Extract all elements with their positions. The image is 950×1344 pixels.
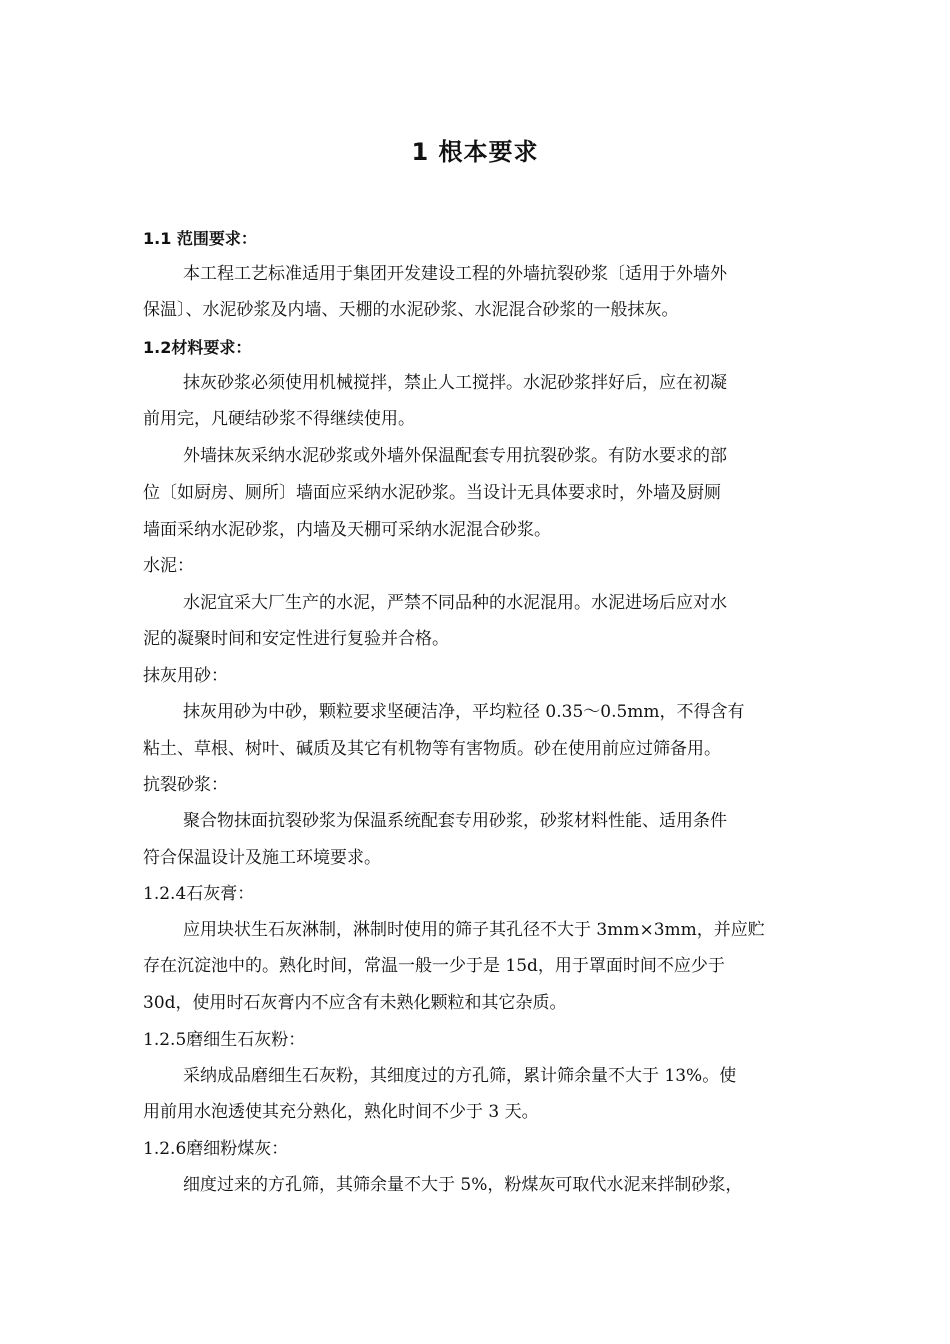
paragraph-line: 墙面采纳水泥砂浆，内墙及天棚可采纳水泥混合砂浆。 — [143, 520, 551, 540]
paragraph-line: 采纳成品磨细生石灰粉，其细度过的方孔筛，累计筛余量不大于 13%。使 — [183, 1066, 737, 1086]
item-label: 1.2.5磨细生石灰粉： — [143, 1030, 306, 1050]
subsection-heading: 1.1 范围要求： — [143, 229, 257, 248]
item-label: 水泥： — [143, 556, 194, 576]
paragraph-line: 存在沉淀池中的。熟化时间，常温一般一少于是 15d，用于罩面时间不应少于 — [143, 956, 725, 976]
section-title: 1 根本要求 — [411, 138, 539, 166]
paragraph-line: 本工程工艺标准适用于集团开发建设工程的外墙抗裂砂浆〔适用于外墙外 — [183, 264, 727, 284]
paragraph-line: 泥的凝聚时间和安定性进行复验并合格。 — [143, 629, 449, 649]
paragraph-line: 抹灰用砂为中砂，颗粒要求坚硬洁净，平均粒径 0.35～0.5mm，不得含有 — [183, 702, 745, 722]
item-label: 1.2.4石灰膏： — [143, 884, 255, 904]
paragraph-line: 30d，使用时石灰膏内不应含有未熟化颗粒和其它杂质。 — [143, 993, 567, 1013]
paragraph-line: 细度过来的方孔筛，其筛余量不大于 5%，粉煤灰可取代水泥来拌制砂浆， — [183, 1175, 743, 1195]
paragraph-line: 前用完，凡硬结砂浆不得继续使用。 — [143, 409, 415, 429]
paragraph-line: 位〔如厨房、厕所〕墙面应采纳水泥砂浆。当设计无具体要求时，外墙及厨厕 — [143, 483, 721, 503]
paragraph-line: 应用块状生石灰淋制，淋制时使用的筛子其孔径不大于 3mm×3mm，并应贮 — [183, 920, 765, 940]
paragraph-line: 用前用水泡透使其充分熟化，熟化时间不少于 3 天。 — [143, 1102, 539, 1122]
item-label: 1.2.6磨细粉煤灰： — [143, 1139, 289, 1159]
paragraph-line: 外墙抹灰采纳水泥砂浆或外墙外保温配套专用抗裂砂浆。有防水要求的部 — [183, 446, 727, 466]
paragraph-line: 抹灰砂浆必须使用机械搅拌，禁止人工搅拌。水泥砂浆拌好后，应在初凝 — [183, 373, 727, 393]
subsection-heading: 1.2材料要求： — [143, 338, 252, 357]
paragraph-line: 聚合物抹面抗裂砂浆为保温系统配套专用砂浆，砂浆材料性能、适用条件 — [183, 811, 727, 831]
item-label: 抗裂砂浆： — [143, 775, 228, 795]
item-label: 抹灰用砂： — [143, 666, 228, 686]
paragraph-line: 保温〕、水泥砂浆及内墙、天棚的水泥砂浆、水泥混合砂浆的一般抹灰。 — [143, 300, 679, 320]
paragraph-line: 水泥宜采大厂生产的水泥，严禁不同品种的水泥混用。水泥进场后应对水 — [183, 593, 727, 613]
paragraph-line: 粘土、草根、树叶、碱质及其它有机物等有害物质。砂在使用前应过筛备用。 — [143, 739, 721, 759]
paragraph-line: 符合保温设计及施工环境要求。 — [143, 848, 381, 868]
